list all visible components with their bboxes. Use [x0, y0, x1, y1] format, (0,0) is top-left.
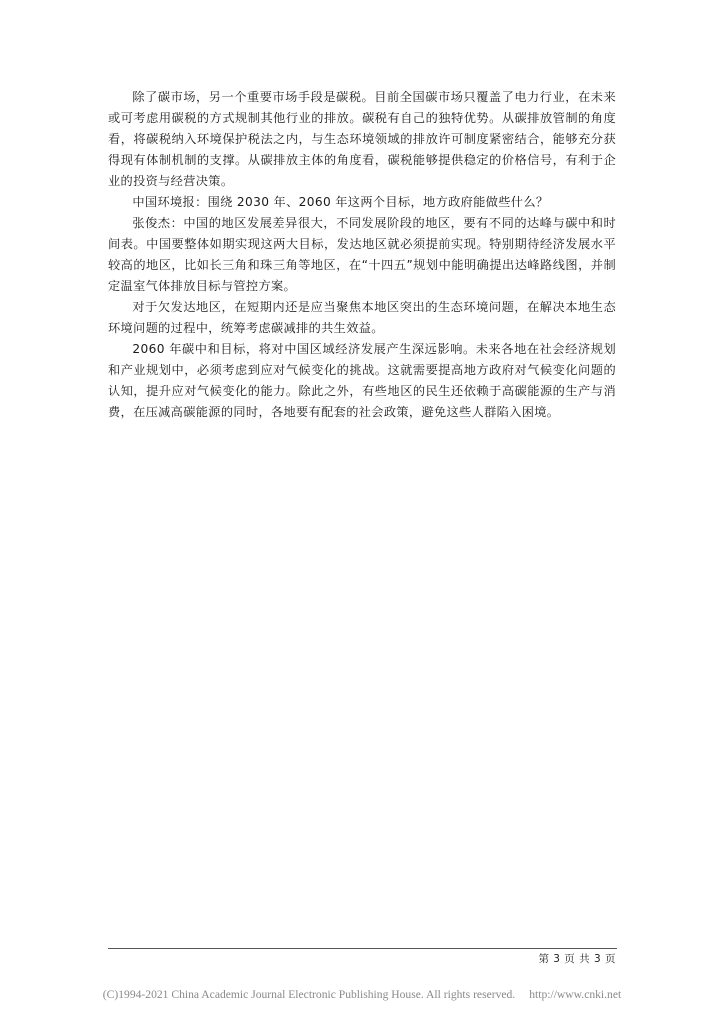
- copyright-text: (C)1994-2021 China Academic Journal Electronic Publishing House. All rights reserved.: [102, 988, 516, 1001]
- page-number: 第 3 页 共 3 页: [538, 953, 616, 965]
- paragraph-underdeveloped-regions: 对于欠发达地区，在短期内还是应当聚焦本地区突出的生态环境问题，在解决本地生态环境问题的过程中，统筹考虑碳减排的共生效益。: [108, 300, 616, 335]
- footer-divider: [108, 948, 617, 949]
- paragraph-zhang-answer: 张俊杰：中国的地区发展差异很大，不同发展阶段的地区，要有不同的达峰与碳中和时间表。中国要整体如期实现这两大目标，发达地区就必须提前实现。特别期待经济发展水平较高的地区，比如长三角和珠三角等地区，在“十四五”规划中能明确提出达峰路线图，并制定温室气体排放目标与管控方案。: [108, 216, 616, 293]
- paragraph-carbon-tax: 除了碳市场，另一个重要市场手段是碳税。目前全国碳市场只覆盖了电力行业，在未来或可考虑用碳税的方式规制其他行业的排放。碳税有自己的独特优势。从碳排放管制的角度看，将碳税纳入环境保护税法之内，与生态环境领域的排放许可制度紧密结合，能够充分获得现有体制机制的支撑。从碳排放主体的角度看，碳税能够提供稳定的价格信号，有利于企业的投资与经营决策。: [108, 90, 616, 188]
- article-body: [108, 87, 616, 423]
- copyright-url: http://www.cnki.net: [529, 988, 622, 1001]
- paragraph-2060-goal: 2060 年碳中和目标，将对中国区域经济发展产生深远影响。未来各地在社会经济规划和产业规划中，必须考虑到应对气候变化的挑战。这就需要提高地方政府对气候变化问题的认知，提升应对气候变化的能力。除此之外，有些地区的民生还依赖于高碳能源的生产与消费，在压减高碳能源的同时，各地要有配套的社会政策，避免这些人群陷入困境。: [108, 342, 616, 419]
- paragraph-interview-question: 中国环境报：围绕 2030 年、2060 年这两个目标，地方政府能做些什么？: [132, 195, 549, 209]
- copyright-watermark: [0, 988, 724, 1001]
